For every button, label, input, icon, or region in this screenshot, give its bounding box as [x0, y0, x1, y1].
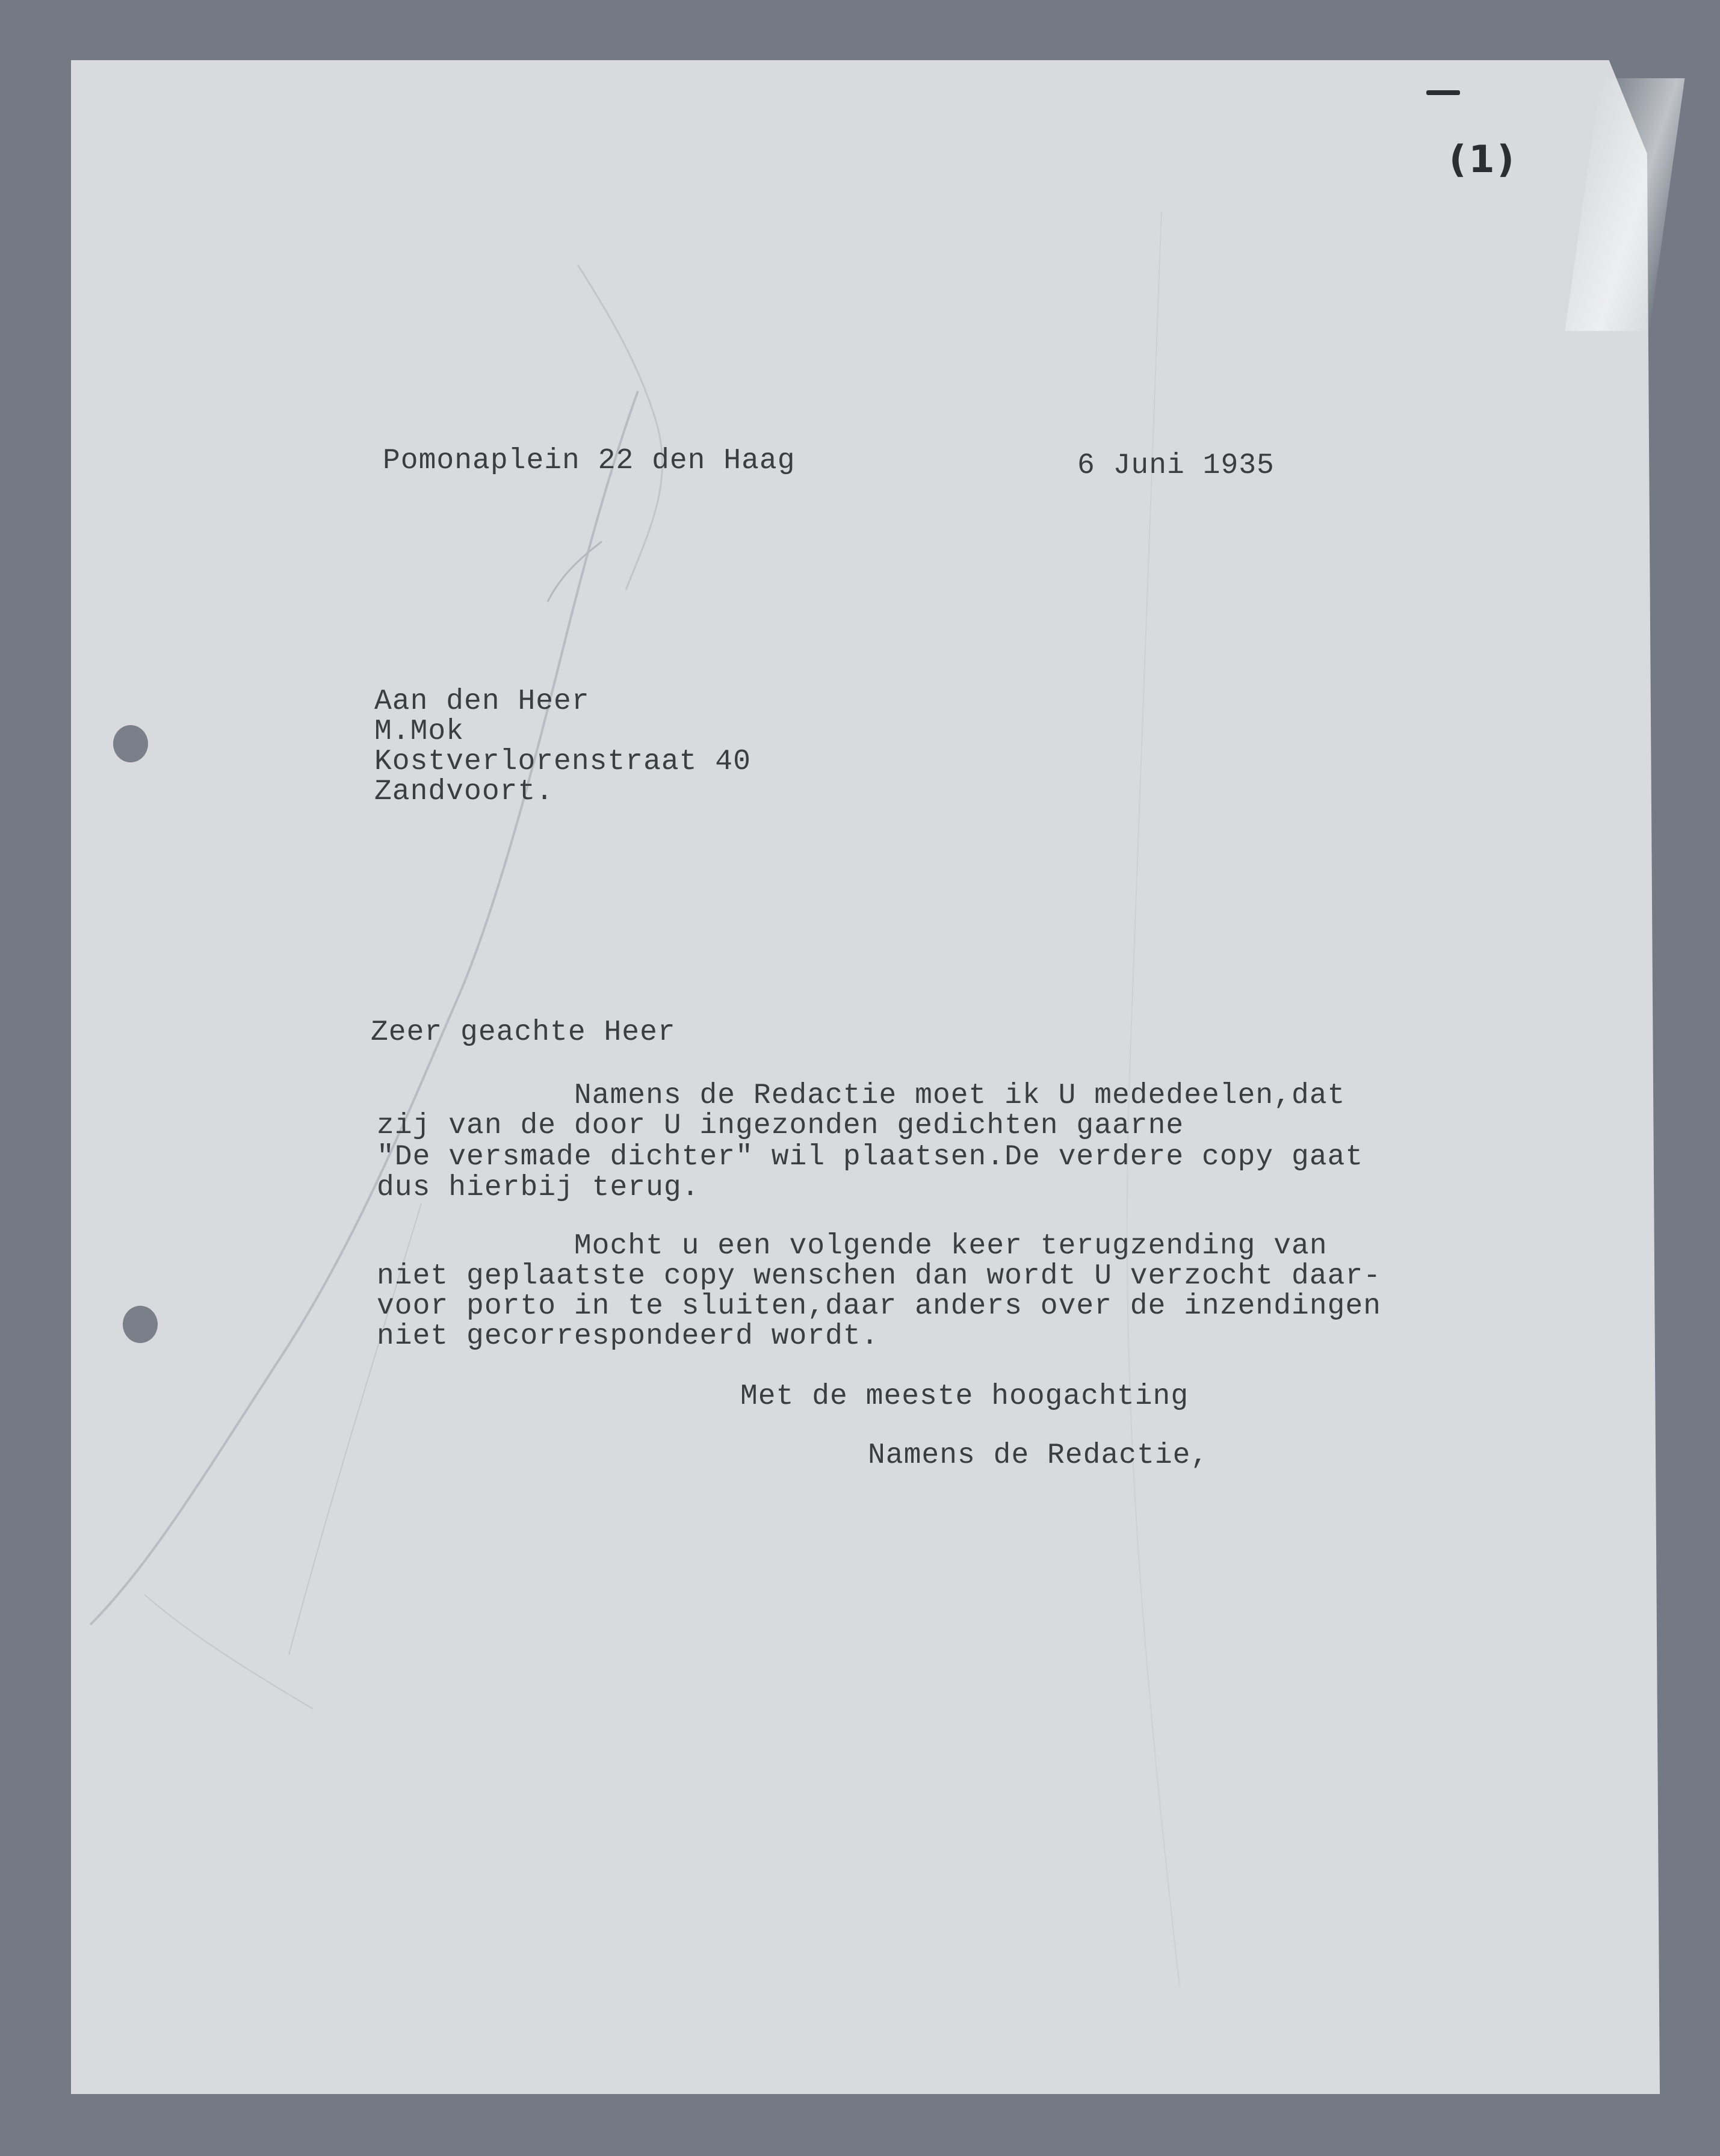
paragraph-1-line: "De versmade dichter" wil plaatsen.De verdere copy gaat — [377, 1141, 1364, 1173]
paragraph-2-line: niet gecorrespondeerd wordt. — [377, 1320, 879, 1353]
paragraph-1-line: dus hierbij terug. — [377, 1172, 700, 1204]
punch-hole-bottom — [123, 1306, 158, 1343]
pen-mark — [1426, 90, 1460, 95]
paragraph-2-line: voor porto in te sluiten,daar anders over de inzendingen — [377, 1290, 1382, 1323]
page-number-annotation: (1) — [1449, 137, 1517, 181]
salutation: Zeer geachte Heer — [371, 1016, 676, 1049]
paragraph-2-line: niet geplaatste copy wenschen dan wordt U verzocht daar- — [377, 1260, 1382, 1293]
closing: Met de meeste hoogachting — [740, 1380, 1189, 1413]
paragraph-1-line: zij van de door U ingezonden gedichten gaarne — [377, 1110, 1184, 1142]
signature-line: Namens de Redactie, — [868, 1439, 1209, 1472]
recipient-line-4: Zandvoort. — [374, 776, 554, 808]
punch-hole-top — [113, 725, 148, 762]
paragraph-1-line: Namens de Redactie moet ik U mededeelen,dat — [377, 1080, 1346, 1112]
letter-date: 6 Juni 1935 — [1077, 449, 1275, 482]
sender-address: Pomonaplein 22 den Haag — [383, 445, 796, 477]
recipient-line-3: Kostverlorenstraat 40 — [374, 746, 751, 778]
paragraph-2-line: Mocht u een volgende keer terugzending van — [377, 1230, 1328, 1262]
letter-sheet — [71, 60, 1660, 2094]
recipient-line-1: Aan den Heer — [374, 685, 590, 718]
recipient-line-2: M.Mok — [374, 715, 465, 748]
